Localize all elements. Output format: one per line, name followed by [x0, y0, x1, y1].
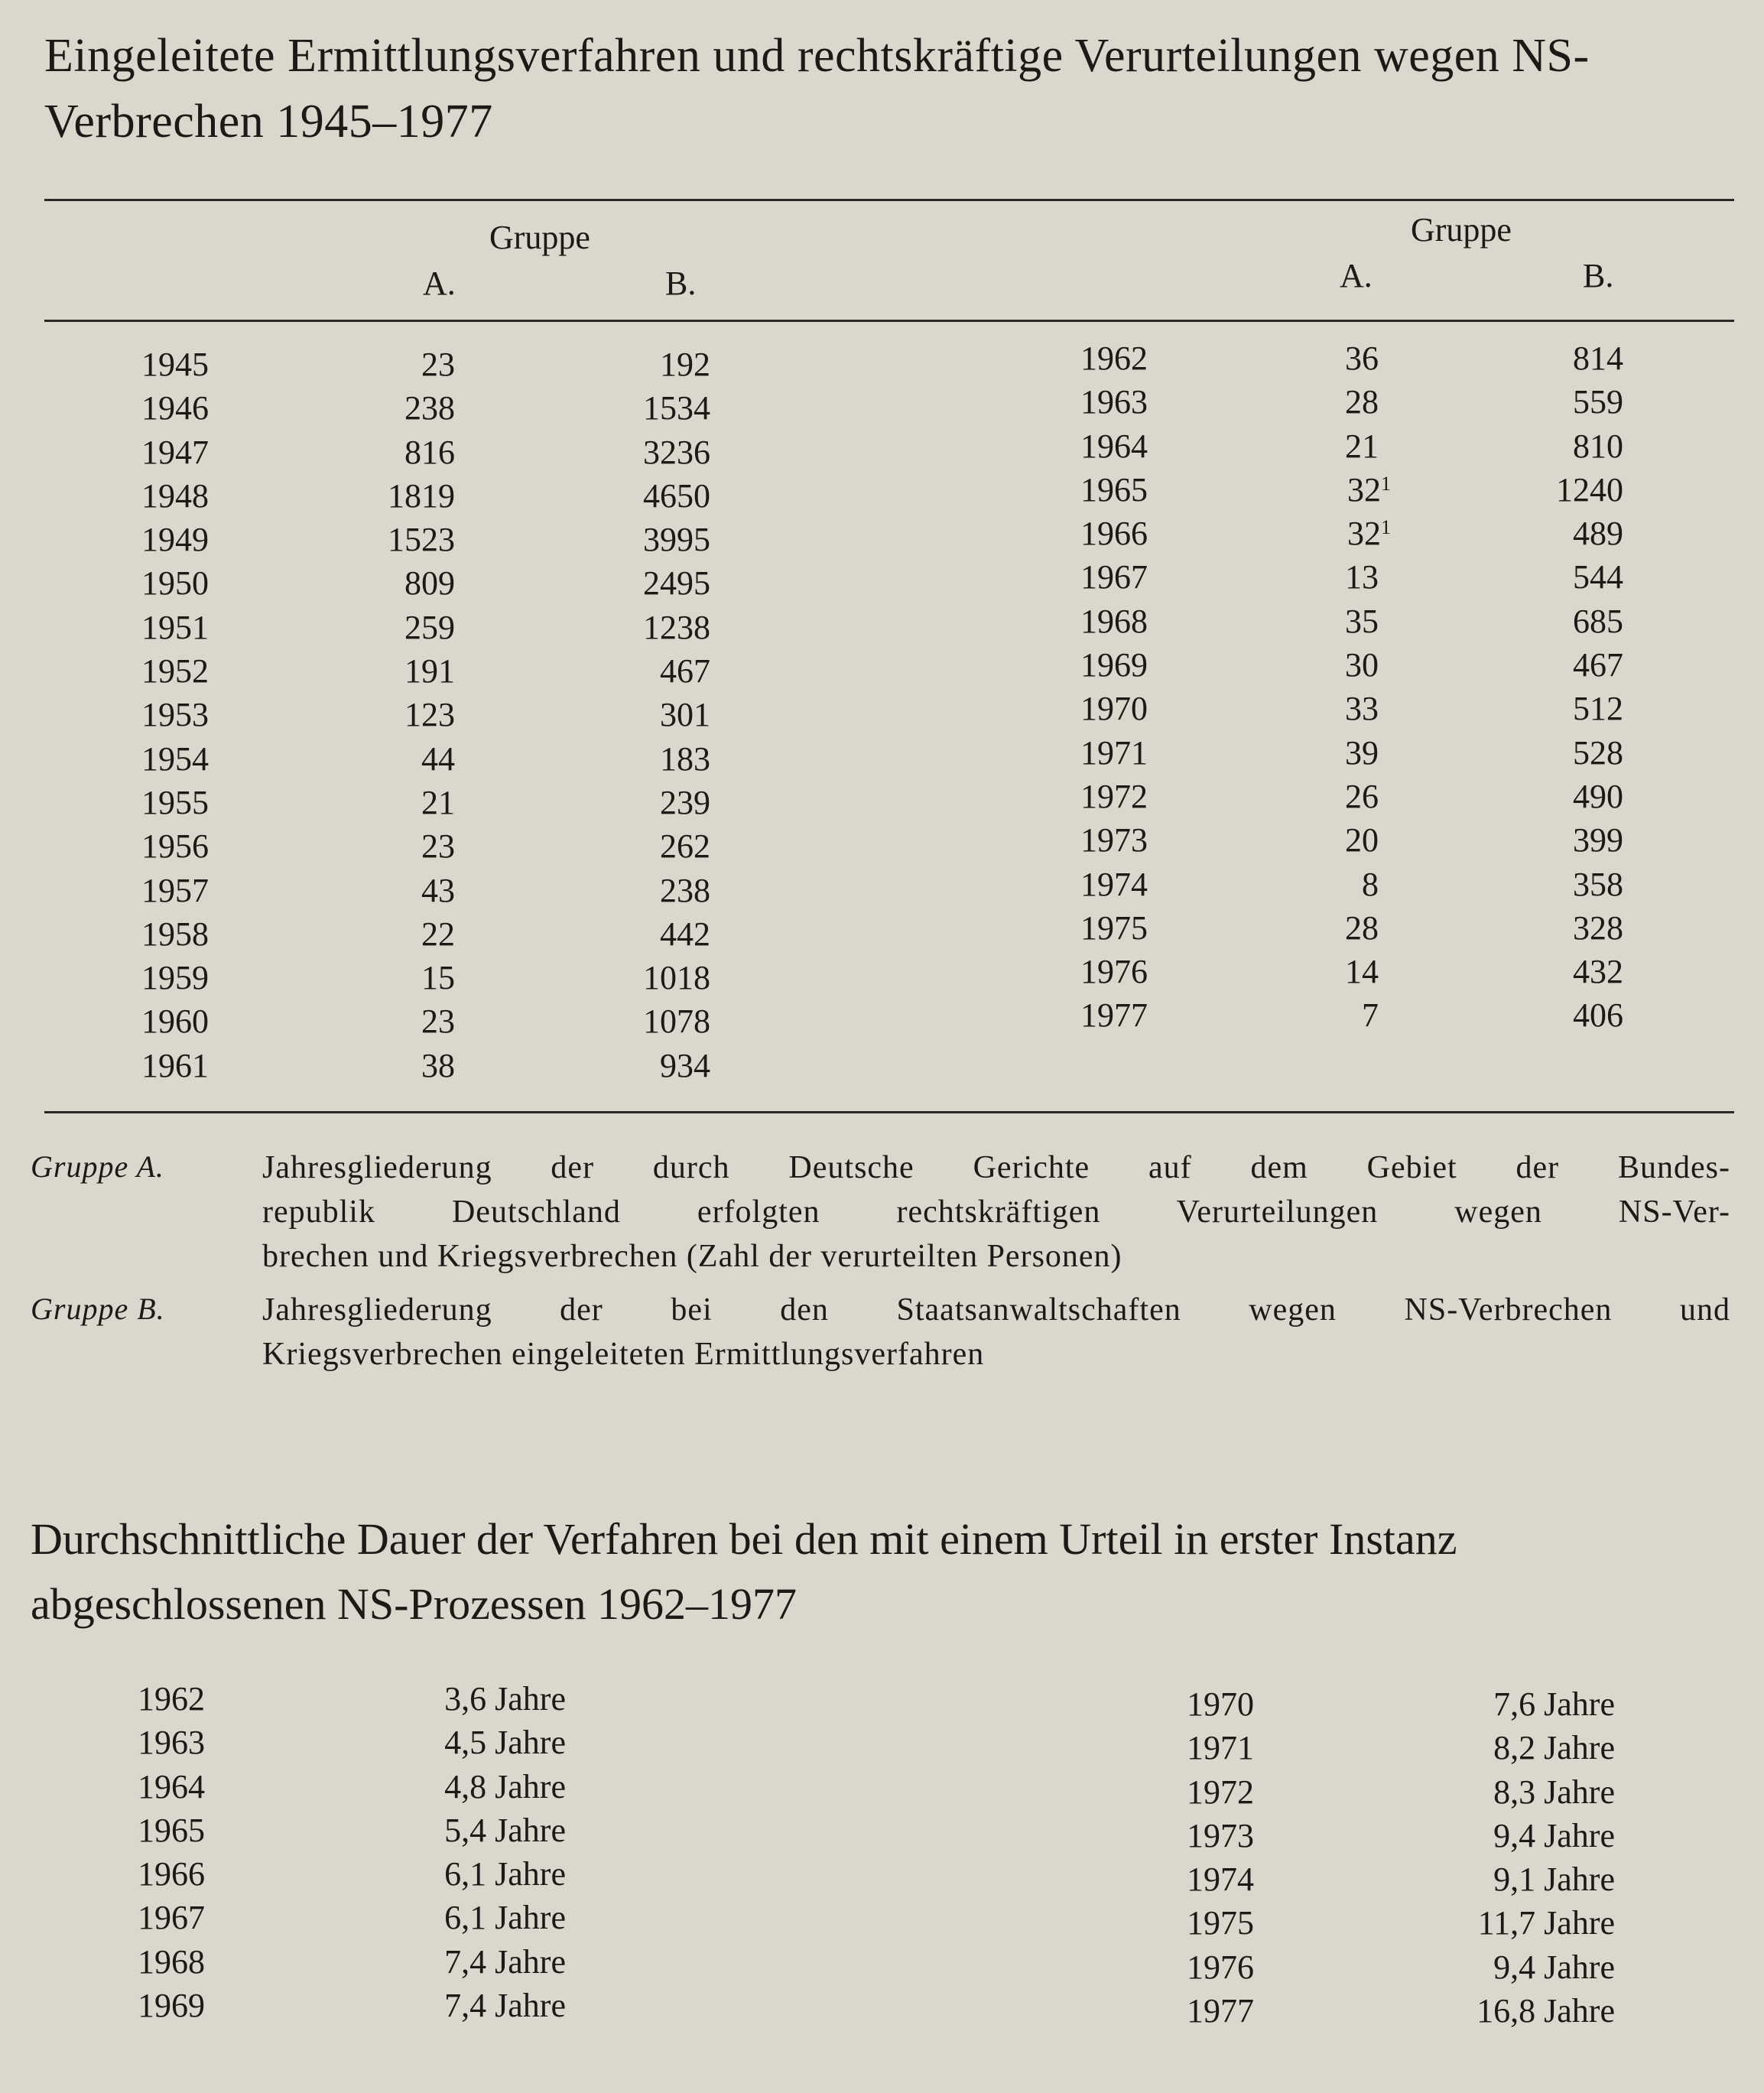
group-b-cell: 1240 — [1556, 470, 1623, 509]
duration-value: 3,6 Jahre — [444, 1680, 566, 1718]
group-a-cell — [1362, 863, 1379, 906]
duration-list-left — [138, 1677, 566, 2027]
group-b-cell: 814 — [1573, 340, 1623, 377]
year-cell: 1961 — [141, 1046, 209, 1084]
group-a-value: 35 — [1345, 602, 1379, 640]
year-cell: 1949 — [141, 521, 209, 559]
group-a-value: 36 — [1345, 340, 1379, 377]
table-row — [141, 956, 715, 999]
group-b-cell: 192 — [660, 346, 710, 383]
table-row — [141, 693, 715, 736]
table-row — [141, 606, 715, 649]
note-a-text — [262, 1146, 1730, 1279]
group-header-right: Gruppe — [1411, 211, 1512, 249]
top-rule — [44, 199, 1734, 201]
table-row — [1080, 643, 1631, 687]
table-row — [1080, 468, 1631, 512]
duration-value: 9,1 Jahre — [1493, 1861, 1615, 1899]
group-a-value: 30 — [1345, 646, 1379, 684]
duration-row — [1187, 1989, 1615, 2033]
duration-value: 8,2 Jahre — [1493, 1729, 1615, 1767]
note-b-text — [262, 1288, 1730, 1376]
year-cell: 1951 — [141, 608, 209, 646]
table-row — [1080, 600, 1631, 643]
group-a-value: 44 — [421, 739, 455, 778]
footnote-mark: 1 — [1381, 516, 1391, 539]
group-a-cell — [1345, 950, 1379, 993]
duration-year: 1966 — [138, 1855, 205, 1893]
group-b-cell: 1238 — [643, 608, 710, 646]
group-a-value: 32 — [1347, 470, 1381, 509]
group-b-cell: 3995 — [643, 521, 710, 559]
group-a-cell — [1362, 993, 1379, 1037]
group-b-cell: 512 — [1573, 690, 1623, 728]
duration-year: 1973 — [1187, 1816, 1254, 1854]
group-a-cell — [421, 912, 455, 956]
bottom-rule — [44, 1111, 1734, 1113]
group-a-value: 1523 — [388, 521, 455, 559]
group-a-cell — [404, 649, 455, 693]
year-cell: 1952 — [141, 652, 209, 691]
year-cell: 1957 — [141, 871, 209, 909]
year-cell: 1959 — [141, 959, 209, 997]
group-a-value: 8 — [1362, 865, 1379, 903]
footnote-mark: 1 — [1381, 472, 1391, 495]
group-b-cell: 406 — [1573, 996, 1623, 1035]
group-b-cell: 685 — [1573, 602, 1623, 640]
duration-value: 8,3 Jahre — [1493, 1773, 1615, 1811]
year-cell: 1955 — [141, 783, 209, 821]
table-row — [1080, 906, 1631, 950]
group-a-cell — [404, 431, 455, 474]
table-row — [1080, 950, 1631, 993]
year-cell: 1968 — [1080, 602, 1148, 640]
table-row — [141, 1044, 715, 1087]
group-a-value: 33 — [1345, 690, 1379, 728]
group-a-value: 21 — [421, 783, 455, 821]
group-a-cell — [388, 518, 455, 561]
table-row — [141, 386, 715, 430]
group-a-cell — [421, 999, 455, 1043]
note-line: brechen und Kriegsverbrechen (Zahl der verurteilten Personen) — [262, 1239, 1122, 1274]
group-a-value: 28 — [1345, 383, 1379, 421]
duration-year: 1967 — [138, 1899, 205, 1937]
table-row — [1080, 424, 1631, 468]
group-b-cell: 544 — [1573, 558, 1623, 596]
group-a-cell — [1345, 600, 1379, 643]
group-a-cell — [1347, 468, 1391, 512]
duration-year: 1972 — [1187, 1773, 1254, 1811]
table-row — [1080, 818, 1631, 862]
group-a-cell — [421, 781, 455, 824]
note-line: Kriegsverbrechen eingeleiteten Ermittlungsverfahren — [262, 1337, 985, 1372]
duration-value: 9,4 Jahre — [1493, 1816, 1615, 1854]
duration-year: 1976 — [1187, 1948, 1254, 1986]
year-cell: 1967 — [1080, 558, 1148, 596]
group-b-cell: 442 — [660, 915, 710, 953]
group-b-cell: 1018 — [643, 959, 710, 997]
table-row — [1080, 336, 1631, 380]
duration-year: 1970 — [1187, 1685, 1254, 1723]
header-rule — [44, 320, 1734, 322]
table-right-half — [1080, 336, 1631, 1038]
group-a-value: 123 — [404, 696, 455, 734]
duration-value: 5,4 Jahre — [444, 1811, 566, 1849]
group-a-cell — [1345, 731, 1379, 775]
group-b-cell: 810 — [1573, 427, 1623, 465]
group-a-cell — [388, 474, 455, 518]
group-a-cell — [404, 693, 455, 736]
group-a-value: 28 — [1345, 908, 1379, 947]
duration-value: 7,4 Jahre — [444, 1942, 566, 1981]
duration-row — [138, 1677, 566, 1721]
duration-value: 9,4 Jahre — [1493, 1948, 1615, 1986]
group-a-value: 43 — [421, 871, 455, 909]
year-cell: 1965 — [1080, 470, 1148, 509]
table-row — [141, 518, 715, 561]
group-a-value: 21 — [1345, 427, 1379, 465]
group-a-value: 26 — [1345, 777, 1379, 815]
table-row — [141, 343, 715, 386]
group-b-cell: 4650 — [643, 476, 710, 515]
duration-value: 6,1 Jahre — [444, 1899, 566, 1937]
table-row — [141, 431, 715, 474]
year-cell: 1954 — [141, 739, 209, 778]
year-cell: 1974 — [1080, 865, 1148, 903]
group-b-cell: 2495 — [643, 564, 710, 603]
year-cell: 1956 — [141, 827, 209, 866]
year-cell: 1947 — [141, 433, 209, 471]
duration-value: 6,1 Jahre — [444, 1855, 566, 1893]
group-b-cell: 490 — [1573, 777, 1623, 815]
table-title: Eingeleitete Ermittlungsverfahren und rechtskräftige Verurteilungen wegen NS-Verbrechen 1945–1977 — [44, 30, 1590, 148]
year-cell: 1953 — [141, 696, 209, 734]
year-cell: 1970 — [1080, 690, 1148, 728]
group-b-cell: 328 — [1573, 908, 1623, 947]
duration-row — [138, 1896, 566, 1939]
duration-row — [1187, 1945, 1615, 1989]
note-line: republik Deutschland erfolgten rechtskräftigen Verurteilungen wegen NS-Ver- — [262, 1194, 1730, 1230]
group-a-value: 15 — [421, 959, 455, 997]
group-a-value: 39 — [1345, 733, 1379, 772]
duration-year: 1971 — [1187, 1729, 1254, 1767]
duration-year: 1974 — [1187, 1861, 1254, 1899]
table-row — [141, 869, 715, 912]
group-b-cell: 559 — [1573, 383, 1623, 421]
duration-value: 11,7 Jahre — [1477, 1904, 1615, 1942]
duration-value: 4,8 Jahre — [444, 1767, 566, 1805]
group-a-value: 13 — [1345, 558, 1379, 596]
group-b-cell: 1078 — [643, 1003, 710, 1041]
group-a-cell — [421, 956, 455, 999]
year-cell: 1972 — [1080, 777, 1148, 815]
group-a-cell — [404, 386, 455, 430]
duration-row — [1187, 1726, 1615, 1770]
col-b-header-right: B. — [1583, 257, 1614, 294]
table-left-half — [141, 343, 715, 1087]
group-b-cell: 1534 — [643, 389, 710, 427]
group-b-cell: 467 — [660, 652, 710, 691]
duration-row — [1187, 1857, 1615, 1901]
group-b-cell: 528 — [1573, 733, 1623, 772]
year-cell: 1973 — [1080, 821, 1148, 860]
group-a-cell — [1345, 818, 1379, 862]
year-cell: 1960 — [141, 1003, 209, 1041]
group-a-value: 20 — [1345, 821, 1379, 860]
group-a-value: 816 — [404, 433, 455, 471]
group-a-cell — [404, 606, 455, 649]
group-a-value: 23 — [421, 346, 455, 383]
group-a-value: 14 — [1345, 953, 1379, 991]
table-row — [1080, 380, 1631, 424]
table-row — [1080, 512, 1631, 555]
col-a-header-left: A. — [423, 265, 456, 302]
year-cell: 1966 — [1080, 515, 1148, 553]
note-line: Jahresgliederung der durch Deutsche Gerichte auf dem Gebiet der Bundes- — [262, 1150, 1730, 1185]
duration-year: 1962 — [138, 1680, 205, 1718]
duration-value: 4,5 Jahre — [444, 1724, 566, 1762]
duration-title: Durchschnittliche Dauer der Verfahren bei den mit einem Urteil in erster Instanz abgeschlossenen NS-Prozessen 1962–1977 — [31, 1514, 1457, 1629]
group-b-cell: 238 — [660, 871, 710, 909]
duration-row — [1187, 1682, 1615, 1726]
table-row — [1080, 555, 1631, 599]
table-row — [141, 781, 715, 824]
duration-value: 7,4 Jahre — [444, 1987, 566, 2025]
duration-year: 1963 — [138, 1724, 205, 1762]
group-b-cell: 358 — [1573, 865, 1623, 903]
year-cell: 1950 — [141, 564, 209, 603]
group-a-cell — [421, 824, 455, 868]
duration-row — [138, 1984, 566, 2027]
group-a-cell — [1345, 687, 1379, 730]
note-b-label: Gruppe B. — [31, 1292, 165, 1326]
group-b-cell: 239 — [660, 783, 710, 821]
group-a-value: 1819 — [388, 476, 455, 515]
duration-value: 16,8 Jahre — [1476, 1992, 1615, 2030]
table-row — [141, 561, 715, 605]
year-cell: 1964 — [1080, 427, 1148, 465]
duration-row — [138, 1721, 566, 1764]
duration-year: 1964 — [138, 1767, 205, 1805]
table-row — [1080, 775, 1631, 818]
table-row — [1080, 731, 1631, 775]
duration-row — [138, 1940, 566, 1984]
table-row — [1080, 687, 1631, 730]
table-row — [141, 912, 715, 956]
table-row — [141, 474, 715, 518]
duration-year: 1969 — [138, 1987, 205, 2025]
duration-list-right — [1187, 1682, 1615, 2033]
duration-value: 7,6 Jahre — [1493, 1685, 1615, 1723]
year-cell: 1963 — [1080, 383, 1148, 421]
group-a-cell — [1347, 512, 1391, 555]
group-a-cell — [421, 869, 455, 912]
year-cell: 1971 — [1080, 733, 1148, 772]
group-a-cell — [1345, 555, 1379, 599]
group-a-value: 7 — [1362, 996, 1379, 1035]
duration-row — [1187, 1770, 1615, 1814]
col-b-header-left: B. — [665, 265, 697, 302]
table-row — [141, 649, 715, 693]
year-cell: 1945 — [141, 346, 209, 383]
duration-year: 1977 — [1187, 1992, 1254, 2030]
group-a-cell — [1345, 380, 1379, 424]
duration-year: 1975 — [1187, 1904, 1254, 1942]
table-row — [141, 999, 715, 1043]
group-a-value: 23 — [421, 1003, 455, 1041]
group-b-cell: 489 — [1573, 515, 1623, 553]
group-a-value: 809 — [404, 564, 455, 603]
group-b-cell: 301 — [660, 696, 710, 734]
year-cell: 1975 — [1080, 908, 1148, 947]
group-a-cell — [1345, 424, 1379, 468]
duration-row — [138, 1852, 566, 1896]
group-b-cell: 399 — [1573, 821, 1623, 860]
group-a-value: 259 — [404, 608, 455, 646]
group-a-value: 238 — [404, 389, 455, 427]
group-a-cell — [1345, 643, 1379, 687]
note-a-label: Gruppe A. — [31, 1149, 164, 1184]
year-cell: 1948 — [141, 476, 209, 515]
group-a-cell — [404, 561, 455, 605]
group-a-value: 23 — [421, 827, 455, 866]
year-cell: 1962 — [1080, 340, 1148, 377]
group-b-cell: 432 — [1573, 953, 1623, 991]
col-a-header-right: A. — [1340, 257, 1373, 294]
group-a-cell — [421, 343, 455, 386]
table-row — [1080, 863, 1631, 906]
duration-year: 1968 — [138, 1942, 205, 1981]
duration-year: 1965 — [138, 1811, 205, 1849]
year-cell: 1969 — [1080, 646, 1148, 684]
group-b-cell: 467 — [1573, 646, 1623, 684]
table-row — [141, 824, 715, 868]
group-a-cell — [1345, 906, 1379, 950]
group-header-left: Gruppe — [489, 219, 590, 256]
year-cell: 1976 — [1080, 953, 1148, 991]
group-a-cell — [421, 737, 455, 781]
table-row — [141, 737, 715, 781]
group-a-cell — [1345, 775, 1379, 818]
duration-row — [138, 1765, 566, 1809]
duration-row — [1187, 1901, 1615, 1945]
table-row — [1080, 993, 1631, 1037]
group-a-value: 38 — [421, 1046, 455, 1084]
group-b-cell: 934 — [660, 1046, 710, 1084]
duration-row — [138, 1809, 566, 1852]
year-cell: 1958 — [141, 915, 209, 953]
year-cell: 1977 — [1080, 996, 1148, 1035]
group-b-cell: 3236 — [643, 433, 710, 471]
note-line: Jahresgliederung der bei den Staatsanwaltschaften wegen NS-Verbrechen und — [262, 1292, 1730, 1328]
group-a-cell — [1345, 336, 1379, 380]
group-a-value: 32 — [1347, 515, 1381, 553]
group-a-value: 191 — [404, 652, 455, 691]
group-a-cell — [421, 1044, 455, 1087]
duration-row — [1187, 1814, 1615, 1857]
year-cell: 1946 — [141, 389, 209, 427]
group-b-cell: 183 — [660, 739, 710, 778]
group-a-value: 22 — [421, 915, 455, 953]
group-b-cell: 262 — [660, 827, 710, 866]
